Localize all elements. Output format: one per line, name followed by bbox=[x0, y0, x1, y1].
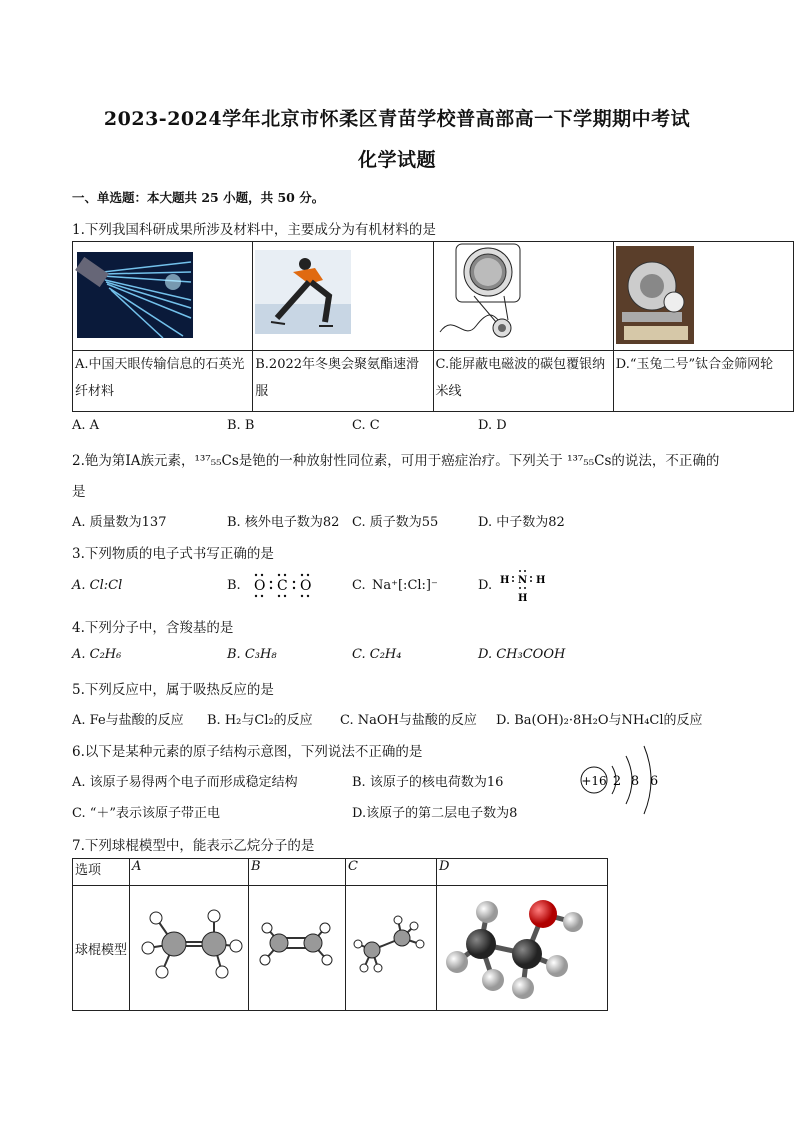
fiber-optic-image bbox=[73, 242, 252, 350]
q2-option-b[interactable]: B. 核外电子数为82 bbox=[227, 515, 340, 530]
q2-stem-line-1: 2.铯为第IA族元素，¹³⁷₅₅Cs是铯的一种放射性同位素，可用于癌症治疗。下列关于 ¹³⁷₅₅Cs的说法，不正确的 bbox=[72, 453, 720, 469]
q6-stem: 6.以下是某种元素的原子结构示意图，下列说法不正确的是 bbox=[72, 744, 423, 760]
atom-structure-diagram bbox=[576, 740, 676, 820]
q7-header-c: C bbox=[346, 859, 437, 886]
q1-caption-b: B.2022年冬奥会聚氨酯速滑服 bbox=[253, 351, 433, 412]
q6-option-c[interactable]: C. “＋”表示该原子带正电 bbox=[72, 806, 221, 821]
q1-option-d[interactable]: D. D bbox=[478, 418, 507, 433]
q1-caption-c: C.能屏蔽电磁波的碳包覆银纳米线 bbox=[433, 351, 613, 412]
q7-header-a: A bbox=[130, 859, 249, 886]
q5-option-d[interactable]: D. Ba(OH)₂·8H₂O与NH₄Cl的反应 bbox=[496, 713, 703, 728]
svg-text:O: O bbox=[300, 578, 312, 594]
q4-option-b[interactable]: B. C₃H₈ bbox=[227, 647, 277, 662]
q5-option-a[interactable]: A. Fe与盐酸的反应 bbox=[72, 713, 184, 728]
q6-option-d[interactable]: D.该原子的第二层电子数为8 bbox=[352, 806, 518, 821]
svg-text:C: C bbox=[277, 578, 288, 594]
ethylene-model bbox=[132, 886, 246, 1006]
q3-option-b[interactable]: B. bbox=[227, 578, 241, 593]
ethanol-model bbox=[439, 886, 605, 1006]
q3-option-d[interactable]: D. bbox=[478, 578, 493, 593]
title-line-1: 2023-2024学年北京市怀柔区青苗学校普高部高一下学期期中考试 bbox=[103, 108, 691, 130]
model-c-cell[interactable] bbox=[346, 886, 437, 1011]
q1-caption-a: A.中国天眼传输信息的石英光纤材料 bbox=[73, 351, 253, 412]
q2-option-a[interactable]: A. 质量数为137 bbox=[72, 515, 167, 530]
svg-text:H: H bbox=[536, 575, 546, 586]
q6-option-a[interactable]: A. 该原子易得两个电子而形成稳定结构 bbox=[72, 775, 298, 790]
q1-stem: 1.下列我国科研成果所涉及材料中，主要成分为有机材料的是 bbox=[72, 222, 436, 238]
rover-wheel-image bbox=[614, 242, 793, 350]
q4-option-c[interactable]: C. C₂H₄ bbox=[352, 647, 402, 662]
svg-text:H: H bbox=[500, 575, 510, 586]
q3-stem: 3.下列物质的电子式书写正确的是 bbox=[72, 546, 274, 562]
model-a-cell[interactable] bbox=[130, 886, 249, 1011]
ethyne-model bbox=[251, 886, 343, 1006]
nucleus-label: +16 bbox=[581, 774, 607, 788]
q2-option-d[interactable]: D. 中子数为82 bbox=[478, 515, 565, 530]
q1-caption-d: D.“玉兔二号”钛合金筛网轮 bbox=[613, 351, 793, 412]
q4-option-a[interactable]: A. C₂H₆ bbox=[72, 647, 122, 662]
q3-option-a[interactable]: A. Cl:Cl bbox=[72, 578, 123, 593]
q7-stem: 7.下列球棍模型中，能表示乙烷分子的是 bbox=[72, 838, 315, 854]
svg-text:H: H bbox=[518, 593, 528, 604]
q1-option-c[interactable]: C. C bbox=[352, 418, 380, 433]
section-heading: 一、单选题：本大题共 25 小题，共 50 分。 bbox=[72, 190, 325, 205]
q1-option-a[interactable]: A. A bbox=[72, 418, 100, 433]
shell-3-count: 6 bbox=[649, 774, 659, 789]
q2-option-c[interactable]: C. 质子数为55 bbox=[352, 515, 439, 530]
q4-option-d[interactable]: D. CH₃COOH bbox=[478, 647, 566, 662]
q5-option-c[interactable]: C. NaOH与盐酸的反应 bbox=[340, 713, 477, 728]
title-line-2: 化学试题 bbox=[357, 149, 436, 171]
q7-table bbox=[72, 858, 608, 1011]
q7-header-option: 选项 bbox=[73, 859, 130, 886]
co2-electron-formula bbox=[250, 570, 322, 600]
q7-header-d: D bbox=[437, 859, 608, 886]
q1-option-b[interactable]: B. B bbox=[227, 418, 255, 433]
ethane-model bbox=[348, 886, 434, 1006]
speed-skater-image bbox=[253, 242, 432, 350]
model-b-cell[interactable] bbox=[249, 886, 346, 1011]
q7-header-b: B bbox=[249, 859, 346, 886]
q5-option-b[interactable]: B. H₂与Cl₂的反应 bbox=[207, 713, 313, 728]
svg-text:N: N bbox=[518, 575, 528, 586]
nh3-electron-formula bbox=[496, 568, 556, 604]
svg-text:O: O bbox=[254, 578, 266, 594]
shell-1-count: 2 bbox=[612, 774, 622, 789]
q6-option-b[interactable]: B. 该原子的核电荷数为16 bbox=[352, 775, 504, 790]
q7-row-label: 球棍模型 bbox=[73, 886, 130, 1011]
model-d-cell[interactable] bbox=[437, 886, 608, 1011]
q3-option-c[interactable]: C. bbox=[352, 578, 366, 593]
q1-table bbox=[72, 241, 794, 412]
q3-formula-c: Na⁺[:Cl:]⁻ bbox=[372, 578, 438, 593]
q2-stem-line-2: 是 bbox=[72, 484, 86, 500]
q5-stem: 5.下列反应中，属于吸热反应的是 bbox=[72, 682, 274, 698]
silver-nanowire-image bbox=[434, 242, 613, 350]
shell-2-count: 8 bbox=[630, 774, 640, 789]
q4-stem: 4.下列分子中，含羧基的是 bbox=[72, 620, 234, 636]
